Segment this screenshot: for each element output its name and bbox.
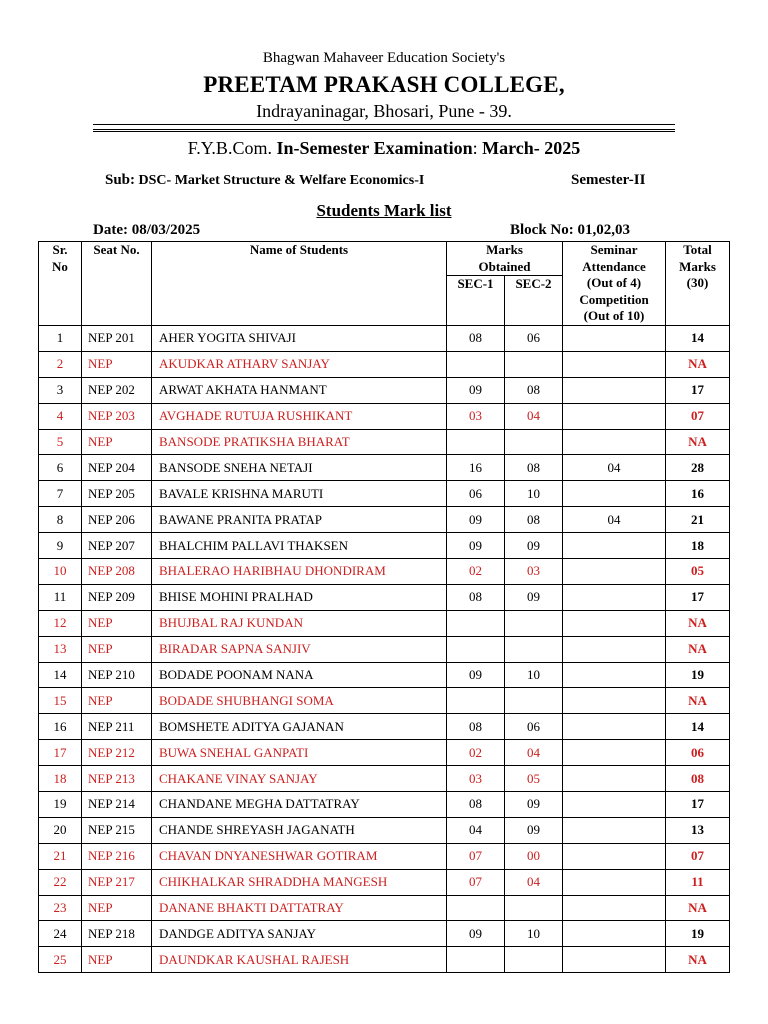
- total-cell: 08: [666, 766, 730, 792]
- seminar-cell: [563, 740, 666, 766]
- student-name-cell: BHUJBAL RAJ KUNDAN: [152, 610, 447, 636]
- student-name-cell: AKUDKAR ATHARV SANJAY: [152, 351, 447, 377]
- sr-cell: 8: [39, 507, 82, 533]
- sec2-cell: 10: [505, 921, 563, 947]
- seat-cell: NEP 209: [82, 584, 152, 610]
- exam-date: [93, 222, 200, 239]
- sr-cell: 2: [39, 351, 82, 377]
- sr-cell: 14: [39, 662, 82, 688]
- sec1-cell: 09: [447, 377, 505, 403]
- student-name-cell: CHAKANE VINAY SANJAY: [152, 766, 447, 792]
- table-row: [39, 610, 730, 636]
- sec2-cell: 10: [505, 662, 563, 688]
- exam-separator: :: [472, 138, 478, 158]
- sec2-cell: 09: [505, 792, 563, 818]
- sr-cell: 23: [39, 895, 82, 921]
- list-title: Students Mark list: [316, 201, 452, 220]
- sec1-cell: 08: [447, 326, 505, 352]
- sec1-cell: 09: [447, 507, 505, 533]
- sr-cell: 3: [39, 377, 82, 403]
- sec1-cell: 07: [447, 843, 505, 869]
- block-number: [510, 222, 630, 239]
- student-name-cell: DANDGE ADITYA SANJAY: [152, 921, 447, 947]
- sec1-cell: 07: [447, 869, 505, 895]
- seminar-cell: [563, 766, 666, 792]
- student-name-cell: BOMSHETE ADITYA GAJANAN: [152, 714, 447, 740]
- college-name: PREETAM PRAKASH COLLEGE,: [203, 72, 565, 97]
- sec2-cell: 10: [505, 481, 563, 507]
- seat-cell: NEP 207: [82, 533, 152, 559]
- table-row: [39, 740, 730, 766]
- semester: Semester-II: [571, 172, 646, 188]
- sr-cell: 18: [39, 766, 82, 792]
- block-value: 01,02,03: [577, 222, 630, 238]
- student-name-cell: BHISE MOHINI PRALHAD: [152, 584, 447, 610]
- sr-cell: 10: [39, 559, 82, 585]
- sec2-cell: 09: [505, 817, 563, 843]
- sr-cell: 21: [39, 843, 82, 869]
- student-name-cell: CHANDANE MEGHA DATTATRAY: [152, 792, 447, 818]
- sr-cell: 13: [39, 636, 82, 662]
- society-name: Bhagwan Mahaveer Education Society's: [262, 50, 506, 66]
- table-row: [39, 326, 730, 352]
- col-header-sec2: SEC-2: [505, 276, 563, 326]
- sec2-cell: 08: [505, 507, 563, 533]
- seminar-cell: [563, 792, 666, 818]
- col-header-total-line3: (30): [686, 275, 709, 290]
- sec1-cell: 08: [447, 792, 505, 818]
- sec1-cell: 02: [447, 559, 505, 585]
- seminar-cell: [563, 636, 666, 662]
- student-name-cell: DAUNDKAR KAUSHAL RAJESH: [152, 947, 447, 973]
- seat-cell: NEP 204: [82, 455, 152, 481]
- seminar-cell: [563, 843, 666, 869]
- total-cell: NA: [666, 947, 730, 973]
- total-cell: 11: [666, 869, 730, 895]
- sec2-cell: 04: [505, 403, 563, 429]
- seminar-cell: [563, 351, 666, 377]
- col-header-name: Name of Students: [152, 242, 447, 326]
- total-cell: 18: [666, 533, 730, 559]
- sec2-cell: [505, 636, 563, 662]
- seminar-cell: [563, 584, 666, 610]
- col-header-seminar-line3: (Out of 4): [586, 275, 642, 290]
- sr-cell: 12: [39, 610, 82, 636]
- sec2-cell: [505, 351, 563, 377]
- seat-cell: NEP 211: [82, 714, 152, 740]
- sec2-cell: [505, 610, 563, 636]
- total-cell: 16: [666, 481, 730, 507]
- sec1-cell: 09: [447, 662, 505, 688]
- sec2-cell: [505, 895, 563, 921]
- sr-cell: 1: [39, 326, 82, 352]
- table-row: [39, 429, 730, 455]
- block-label: Block No:: [510, 222, 574, 238]
- seminar-cell: [563, 559, 666, 585]
- sec1-cell: 02: [447, 740, 505, 766]
- sr-cell: 17: [39, 740, 82, 766]
- student-name-cell: BUWA SNEHAL GANPATI: [152, 740, 447, 766]
- header-divider: [93, 124, 675, 130]
- total-cell: NA: [666, 429, 730, 455]
- student-name-cell: BODADE POONAM NANA: [152, 662, 447, 688]
- seminar-cell: [563, 326, 666, 352]
- total-cell: NA: [666, 636, 730, 662]
- table-row: [39, 843, 730, 869]
- sr-cell: 15: [39, 688, 82, 714]
- table-row: [39, 662, 730, 688]
- seminar-cell: [563, 688, 666, 714]
- sec2-cell: 06: [505, 714, 563, 740]
- seat-cell: NEP 216: [82, 843, 152, 869]
- seminar-cell: [563, 377, 666, 403]
- total-cell: 07: [666, 843, 730, 869]
- exam-class: F.Y.B.Com.: [187, 138, 272, 158]
- seat-cell: NEP 202: [82, 377, 152, 403]
- total-cell: 17: [666, 377, 730, 403]
- total-cell: 05: [666, 559, 730, 585]
- seminar-cell: [563, 895, 666, 921]
- seminar-cell: [563, 947, 666, 973]
- table-row: [39, 792, 730, 818]
- sec1-cell: [447, 351, 505, 377]
- col-header-marks: [447, 242, 563, 276]
- seat-cell: NEP 201: [82, 326, 152, 352]
- student-name-cell: CHIKHALKAR SHRADDHA MANGESH: [152, 869, 447, 895]
- table-row: [39, 533, 730, 559]
- sec2-cell: [505, 947, 563, 973]
- sec1-cell: 06: [447, 481, 505, 507]
- sec2-cell: 09: [505, 584, 563, 610]
- table-row: [39, 455, 730, 481]
- col-header-seminar-line1: Seminar: [590, 242, 638, 257]
- total-cell: 14: [666, 714, 730, 740]
- seat-cell: NEP 203: [82, 403, 152, 429]
- date-value: 08/03/2025: [131, 222, 201, 238]
- student-name-cell: CHANDE SHREYASH JAGANATH: [152, 817, 447, 843]
- sr-cell: 16: [39, 714, 82, 740]
- exam-month: March- 2025: [482, 138, 581, 158]
- table-row: [39, 947, 730, 973]
- total-cell: 14: [666, 326, 730, 352]
- sr-cell: 5: [39, 429, 82, 455]
- col-header-marks-line1: Marks: [486, 242, 523, 257]
- seminar-cell: 04: [563, 455, 666, 481]
- table-row: [39, 481, 730, 507]
- seat-cell: NEP 213: [82, 766, 152, 792]
- sec2-cell: 08: [505, 377, 563, 403]
- total-cell: 07: [666, 403, 730, 429]
- seminar-cell: [563, 533, 666, 559]
- seat-cell: NEP 205: [82, 481, 152, 507]
- sr-cell: 19: [39, 792, 82, 818]
- sec1-cell: 08: [447, 584, 505, 610]
- table-row: [39, 584, 730, 610]
- total-cell: NA: [666, 895, 730, 921]
- total-cell: NA: [666, 688, 730, 714]
- seminar-cell: [563, 662, 666, 688]
- col-header-total-line2: Marks: [679, 258, 716, 274]
- student-name-cell: BAVALE KRISHNA MARUTI: [152, 481, 447, 507]
- seminar-cell: [563, 869, 666, 895]
- sec1-cell: [447, 895, 505, 921]
- seat-cell: NEP 214: [82, 792, 152, 818]
- seminar-cell: 04: [563, 507, 666, 533]
- student-name-cell: BODADE SHUBHANGI SOMA: [152, 688, 447, 714]
- sec2-cell: 08: [505, 455, 563, 481]
- marks-table: [38, 241, 730, 973]
- sr-cell: 4: [39, 403, 82, 429]
- sec2-cell: [505, 688, 563, 714]
- sec2-cell: 09: [505, 533, 563, 559]
- sec1-cell: [447, 429, 505, 455]
- student-name-cell: CHAVAN DNYANESHWAR GOTIRAM: [152, 843, 447, 869]
- table-row: [39, 377, 730, 403]
- seat-cell: NEP 212: [82, 740, 152, 766]
- col-header-seminar-line4: Competition: [579, 291, 649, 307]
- sr-cell: 25: [39, 947, 82, 973]
- sec2-cell: 04: [505, 740, 563, 766]
- seminar-cell: [563, 429, 666, 455]
- seat-cell: NEP: [82, 429, 152, 455]
- seat-cell: NEP: [82, 688, 152, 714]
- sr-cell: 22: [39, 869, 82, 895]
- seat-cell: NEP 210: [82, 662, 152, 688]
- total-cell: 21: [666, 507, 730, 533]
- total-cell: 19: [666, 921, 730, 947]
- table-row: [39, 403, 730, 429]
- sec1-cell: 04: [447, 817, 505, 843]
- total-cell: 17: [666, 792, 730, 818]
- marks-table-body: [39, 326, 730, 973]
- student-name-cell: DANANE BHAKTI DATTATRAY: [152, 895, 447, 921]
- table-row: [39, 636, 730, 662]
- total-cell: 17: [666, 584, 730, 610]
- sr-cell: 11: [39, 584, 82, 610]
- seat-cell: NEP: [82, 636, 152, 662]
- table-row: [39, 895, 730, 921]
- seat-cell: NEP 218: [82, 921, 152, 947]
- sec1-cell: 16: [447, 455, 505, 481]
- total-cell: NA: [666, 351, 730, 377]
- seat-cell: NEP 215: [82, 817, 152, 843]
- header-row: [39, 242, 730, 276]
- col-header-seat: Seat No.: [82, 242, 152, 326]
- sr-cell: 20: [39, 817, 82, 843]
- college-address: Indrayaninagar, Bhosari, Pune - 39.: [256, 101, 512, 121]
- col-header-sr: [39, 242, 82, 326]
- sec2-cell: 00: [505, 843, 563, 869]
- col-header-seminar-line5: (Out of 10): [583, 308, 645, 323]
- sec2-cell: 03: [505, 559, 563, 585]
- sr-cell: 6: [39, 455, 82, 481]
- col-header-seminar: [563, 242, 666, 326]
- sec1-cell: [447, 688, 505, 714]
- student-name-cell: AVGHADE RUTUJA RUSHIKANT: [152, 403, 447, 429]
- seminar-cell: [563, 714, 666, 740]
- table-row: [39, 766, 730, 792]
- col-header-sec1: SEC-1: [447, 276, 505, 326]
- col-header-sr-line1: Sr.: [52, 242, 68, 257]
- sr-cell: 7: [39, 481, 82, 507]
- col-header-marks-line2: Obtained: [478, 258, 531, 274]
- student-name-cell: BANSODE PRATIKSHA BHARAT: [152, 429, 447, 455]
- sec1-cell: 03: [447, 766, 505, 792]
- col-header-sr-line2: No: [52, 258, 68, 274]
- table-row: [39, 688, 730, 714]
- table-row: [39, 817, 730, 843]
- student-name-cell: BAWANE PRANITA PRATAP: [152, 507, 447, 533]
- student-name-cell: BHALERAO HARIBHAU DHONDIRAM: [152, 559, 447, 585]
- total-cell: NA: [666, 610, 730, 636]
- seat-cell: NEP: [82, 947, 152, 973]
- sr-cell: 9: [39, 533, 82, 559]
- subject-label: Sub:: [105, 172, 136, 188]
- sr-cell: 24: [39, 921, 82, 947]
- total-cell: 13: [666, 817, 730, 843]
- student-name-cell: BIRADAR SAPNA SANJIV: [152, 636, 447, 662]
- table-row: [39, 714, 730, 740]
- seminar-cell: [563, 817, 666, 843]
- table-row: [39, 351, 730, 377]
- student-name-cell: AHER YOGITA SHIVAJI: [152, 326, 447, 352]
- table-row: [39, 559, 730, 585]
- col-header-total-line1: Total: [683, 242, 712, 257]
- sec2-cell: 06: [505, 326, 563, 352]
- seat-cell: NEP: [82, 895, 152, 921]
- sec1-cell: [447, 947, 505, 973]
- seminar-cell: [563, 403, 666, 429]
- table-row: [39, 921, 730, 947]
- seminar-cell: [563, 921, 666, 947]
- exam-name: In-Semester Examination: [276, 138, 473, 158]
- total-cell: 19: [666, 662, 730, 688]
- sec2-cell: [505, 429, 563, 455]
- sec2-cell: 05: [505, 766, 563, 792]
- sec1-cell: 09: [447, 533, 505, 559]
- sec1-cell: 09: [447, 921, 505, 947]
- seat-cell: NEP: [82, 351, 152, 377]
- student-name-cell: BANSODE SNEHA NETAJI: [152, 455, 447, 481]
- total-cell: 06: [666, 740, 730, 766]
- header-divider-lower: [93, 131, 675, 132]
- col-header-seminar-line2: Attendance: [582, 258, 646, 274]
- date-label: Date:: [93, 222, 128, 238]
- col-header-total: [666, 242, 730, 326]
- seminar-cell: [563, 610, 666, 636]
- table-row: [39, 869, 730, 895]
- table-row: [39, 507, 730, 533]
- total-cell: 28: [666, 455, 730, 481]
- sec2-cell: 04: [505, 869, 563, 895]
- seat-cell: NEP: [82, 610, 152, 636]
- student-name-cell: BHALCHIM PALLAVI THAKSEN: [152, 533, 447, 559]
- sec1-cell: [447, 636, 505, 662]
- seat-cell: NEP 217: [82, 869, 152, 895]
- seminar-cell: [563, 481, 666, 507]
- sec1-cell: [447, 610, 505, 636]
- seat-cell: NEP 206: [82, 507, 152, 533]
- subject-line: [105, 172, 424, 189]
- sec1-cell: 03: [447, 403, 505, 429]
- exam-title: [0, 138, 768, 159]
- seat-cell: NEP 208: [82, 559, 152, 585]
- subject-name: DSC- Market Structure & Welfare Economics-I: [138, 173, 425, 188]
- student-name-cell: ARWAT AKHATA HANMANT: [152, 377, 447, 403]
- sec1-cell: 08: [447, 714, 505, 740]
